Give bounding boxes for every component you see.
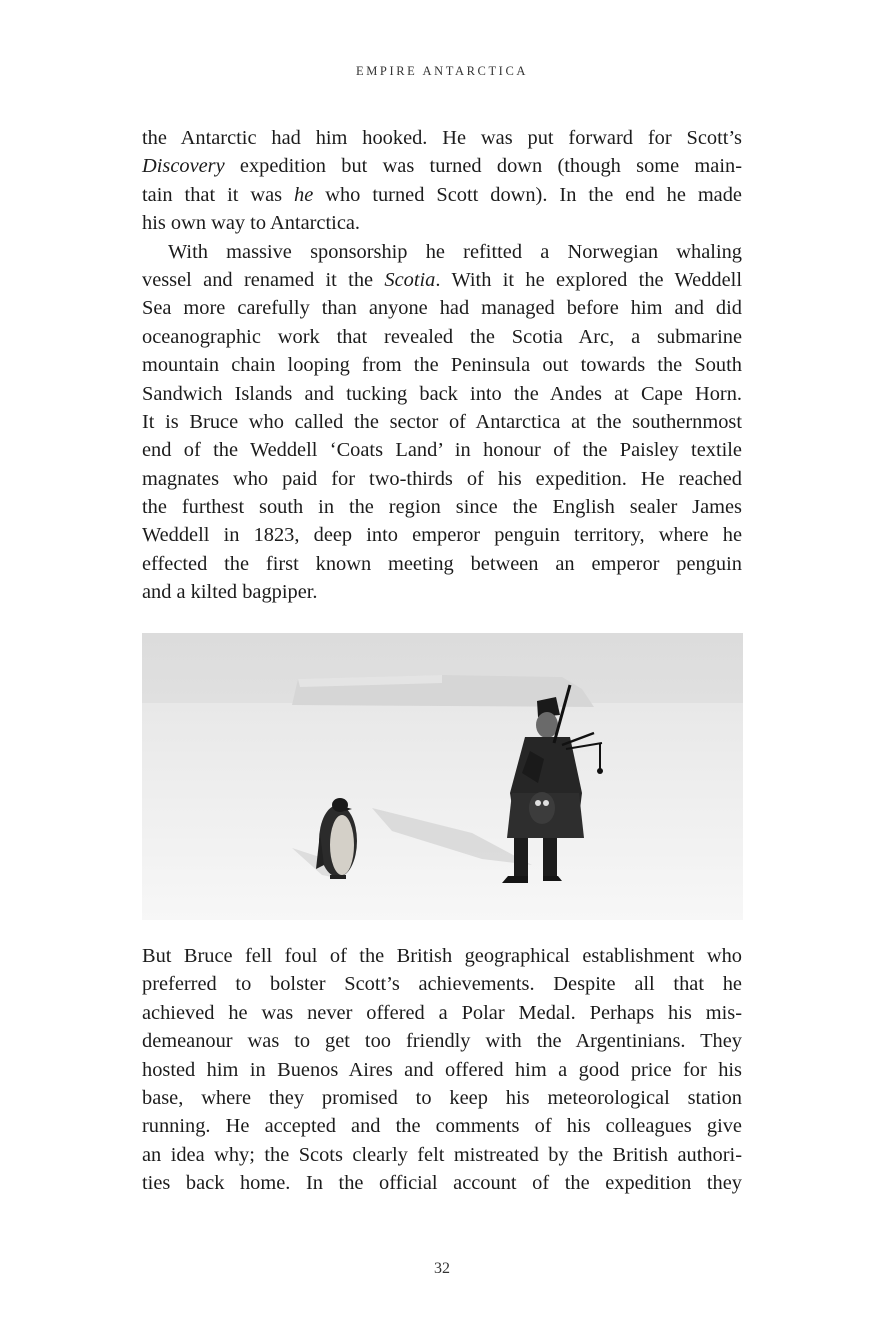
text-line: end of the Weddell ‘Coats Land’ in honour of the Paisley textile bbox=[142, 439, 742, 462]
text-line: base, where they promised to keep his meteorological station bbox=[142, 1086, 742, 1109]
text-line: mountain chain looping from the Peninsula out towards the South bbox=[142, 354, 742, 377]
text-line: demeanour was to get too friendly with the Argentinians. They bbox=[142, 1030, 742, 1053]
text-run: tain that it was bbox=[142, 183, 295, 206]
text-line: Sandwich Islands and tucking back into the Andes at Cape Horn. bbox=[142, 382, 742, 405]
running-head: EMPIRE ANTARCTICA bbox=[355, 64, 529, 78]
text-line: With massive sponsorship he refitted a Norwegian whaling bbox=[168, 240, 742, 263]
text-line: achieved he was never offered a Polar Medal. Perhaps his mis- bbox=[142, 1001, 742, 1024]
italic-ship-name: Scotia bbox=[384, 268, 436, 291]
body-text-bottom bbox=[142, 942, 742, 1198]
text-line bbox=[142, 181, 742, 209]
text-line: magnates who paid for two-thirds of his expedition. He reached bbox=[142, 467, 742, 490]
italic-emphasis: he bbox=[294, 183, 314, 206]
text-run: expedition but was turned down (though some main- bbox=[224, 155, 742, 178]
text-line bbox=[142, 266, 742, 294]
text-line: effected the first known meeting between an emperor penguin bbox=[142, 552, 742, 575]
text-line: the furthest south in the region since the English sealer James bbox=[142, 496, 742, 519]
piper-and-penguin-photo bbox=[142, 633, 743, 920]
text-line: an idea why; the Scots clearly felt mistreated by the British authori- bbox=[142, 1143, 742, 1166]
text-line: Sea more carefully than anyone had managed before him and did bbox=[142, 297, 742, 320]
text-line: and a kilted bagpiper. bbox=[142, 581, 318, 604]
body-text-top bbox=[142, 124, 742, 607]
text-run: . With it he explored the Weddell bbox=[435, 268, 742, 291]
text-line: the Antarctic had him hooked. He was put forward for Scott’s bbox=[142, 127, 742, 149]
text-line: preferred to bolster Scott’s achievements. Despite all that he bbox=[142, 973, 742, 996]
text-line: hosted him in Buenos Aires and offered him a good price for his bbox=[142, 1058, 742, 1081]
text-line: ties back home. In the official account of the expedition they bbox=[142, 1172, 742, 1195]
text-line: Weddell in 1823, deep into emperor penguin territory, where he bbox=[142, 524, 742, 547]
italic-title: Discovery bbox=[142, 155, 225, 178]
text-run: who turned Scott down). In the end he made bbox=[313, 183, 742, 206]
text-line: It is Bruce who called the sector of Antarctica at the southernmost bbox=[142, 410, 742, 433]
photo-illustration bbox=[142, 633, 743, 920]
page-number: 32 bbox=[434, 1260, 450, 1277]
text-line: his own way to Antarctica. bbox=[142, 212, 361, 235]
text-line: But Bruce fell foul of the British geographical establishment who bbox=[142, 945, 742, 967]
text-line: oceanographic work that revealed the Scotia Arc, a submarine bbox=[142, 325, 742, 348]
text-line: running. He accepted and the comments of his colleagues give bbox=[142, 1115, 742, 1138]
text-line bbox=[142, 152, 742, 180]
text-run: vessel and renamed it the bbox=[142, 268, 385, 291]
